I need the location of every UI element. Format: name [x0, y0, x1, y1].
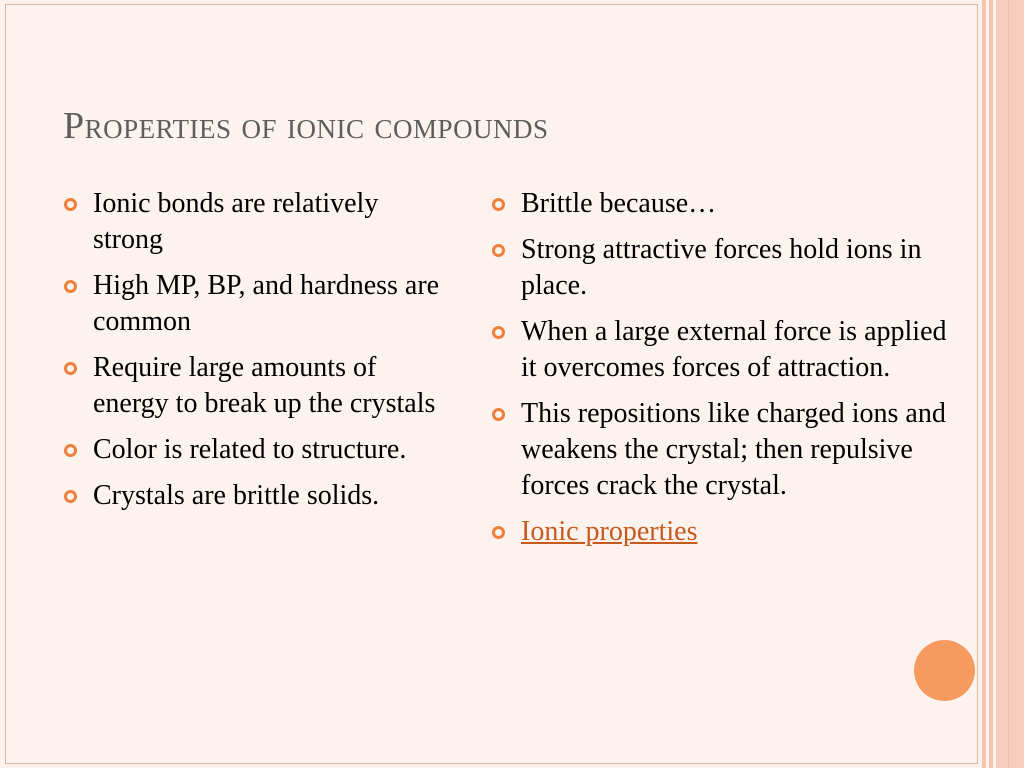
ionic-properties-link[interactable]: Ionic properties [521, 516, 698, 547]
decorative-stripe [989, 0, 993, 768]
bullet-icon [492, 244, 505, 257]
list-item [490, 514, 960, 550]
bullet-text: Ionic bonds are relatively strong [93, 188, 379, 255]
bullet-text: Strong attractive forces hold ions in place. [521, 234, 922, 301]
bullet-icon [492, 198, 505, 211]
bullet-icon [492, 326, 505, 339]
bullet-icon [64, 362, 77, 375]
list-item [62, 432, 454, 468]
decorative-stripe [982, 0, 986, 768]
list-item [490, 396, 960, 504]
bullet-icon [492, 408, 505, 421]
slide-title: Properties of ionic compounds [63, 105, 549, 147]
decorative-stripe [996, 0, 1024, 768]
bullet-text: Brittle because… [521, 188, 717, 219]
list-item [490, 186, 960, 222]
decorative-stripe-line [1008, 0, 1009, 768]
bullet-icon [64, 280, 77, 293]
bullet-icon [492, 526, 505, 539]
bullet-icon [64, 490, 77, 503]
bullet-text: Color is related to structure. [93, 434, 407, 465]
list-item [62, 478, 454, 514]
list-item [62, 268, 454, 340]
left-bullet-list [62, 186, 454, 524]
right-bullet-list [490, 186, 960, 560]
list-item [62, 186, 454, 258]
list-item [490, 232, 960, 304]
bullet-text: When a large external force is applied it overcomes forces of attraction. [521, 316, 947, 383]
bullet-text: High MP, BP, and hardness are common [93, 270, 440, 337]
list-item [62, 350, 454, 422]
list-item [490, 314, 960, 386]
bullet-icon [64, 444, 77, 457]
bullet-text: Require large amounts of energy to break up the crystals [93, 352, 436, 419]
bullet-text: This repositions like charged ions and weakens the crystal; then repulsive forces crack the crystal. [521, 398, 946, 501]
bullet-icon [64, 198, 77, 211]
accent-circle [914, 640, 975, 701]
bullet-text: Crystals are brittle solids. [93, 480, 380, 511]
